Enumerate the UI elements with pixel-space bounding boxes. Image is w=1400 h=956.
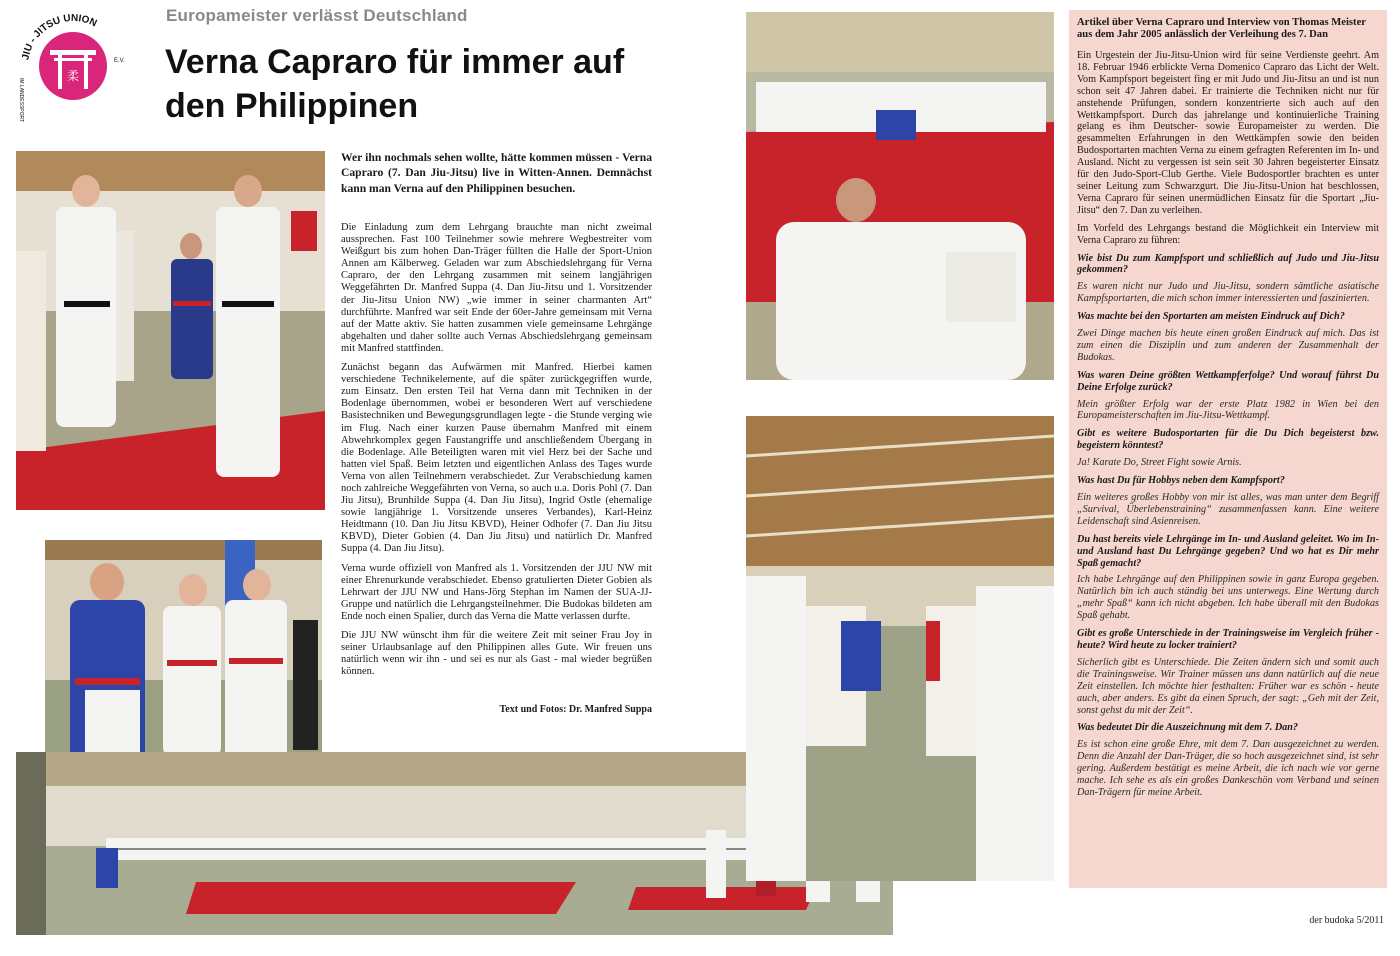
article-paragraph: Zunächst begann das Aufwärmen mit Manfred. Hierbei kamen verschiedene Technikelemente, auf die später zurückgegriffen wurde, zum Einsatz. Den ersten Teil hat Verna dann mit Techniken in der Bodenlage übernommen, wobei er besonderen Wert auf verschiedene Basistechniken und Bewegungsgrundlagen legte - die Stunde verging wie im Flug. Nach einer kurzen Pause übernahm Manfred mit einem Abwehrkomplex gegen Faustangriffe und anschließendem Übergang in die Bodenlage. Alle Beteiligten waren mit viel Herz bei der Sache und hatten viel Spaß. Beim letzten und eigentlichen Anlass des Tages wurde Verna von allen Teilnehmern verabschiedet. Zur Verabschiedung kamen noch zahlreiche Weggefährten von Verna, so auch u.a. Doris Pohl (7. Dan Jiu Jitsu), Brunhilde Suppa (4. Dan Jiu Jitsu), Ingrid Ostle (ehemalige sowie langjährige 1. Vorsitzende unseres Verbandes), Karl-Heinz Heidtmann (10. Dan Jiu Jitsu KBVD), Heiner Odhofer (7. Dan Jiu Jitsu KBVD), Dieter Gobien (4. Dan Jiu Jitsu) und natürlich Dr. Manfred Suppa (4. Dan Jiu Jitsu). [341,362,652,555]
article-headline: Verna Capraro für immer auf den Philippinen [165,43,625,125]
question: Gibt es große Unterschiede in der Trainingsweise im Vergleich früher - heute? Wird heute zu locker trainiert? [1077,628,1379,651]
photo-greeting [16,151,325,510]
interview-intro-text: Ein Urgestein der Jiu-Jitsu-Union wird für seine Verdienste geehrt. Am 18. Februar 1946 erblickte Verna Domenico Capraro das Licht der Welt. Vom Kampfsport begeistert fing er mit Judo und Jiu-Jitsu an und ist nun schon seit 47 Jahren dabei. Er trainierte die Techniken nicht nur für anstehende Prüfungen, sondern konzentrierte sich auch auf den Wettkampfsport. Durch das jahrelange und kontinuierliche Training gelang es ihm Deutscher- sowie Europameister zu werden. Die gesammelten Erfahrungen in den Wettkämpfen sowie den beiden Budosportarten machten Verna zu einem gefragten Referenten im In- und Ausland. Nicht zu vergessen ist sein seit 30 Jahren begeisterter Einsatz für den Judo-Sport-Club Gerthe. Viele Budosportler brachten es unter seiner Leitung zum Schwarzgurt. Die Jiu-Jitsu-Union hat beschlossen, Verna Capraro für seinen unermüdlichen Einsatz für die Sportart „Jiu-Jitsu“ den 7. Dan zu verleihen. [1077,50,1379,216]
svg-text:E.V.: E.V. [114,58,125,64]
article-paragraph: Verna wurde offiziell von Manfred als 1. Vorsitzenden der JJU NW mit einer Ehrenurkunde verabschiedet. Ebenso gratulierten Dieter Gobien als Lehrwart der JJU NW und Hans-Jörg Stephan im Namen der SUA-JJ-Gruppe und natürlich die Lehrgangsteilnehmer. Die Budokas bildeten am Ende noch einen Spalier, durch das Verna die Matte verlassen durfte. [341,562,652,622]
logo-arc-text: JIU - JITSU UNION [20,12,99,61]
question: Was waren Deine größten Wettkampferfolge? Und worauf führst Du Deine Erfolge zurück? [1077,369,1379,393]
page-footer: der budoka 5/2011 [1309,915,1384,926]
answer: Es waren nicht nur Judo und Jiu-Jitsu, sondern sämtliche asiatische Kampfsportarten, die mich schon immer interessierten und faszinierten. [1077,281,1379,305]
interview-heading: Artikel über Verna Capraro und Interview von Thomas Meister aus dem Jahr 2005 anlässlich der Verleihung des 7. Dan [1077,17,1366,40]
svg-text:IM LANDESSPORTBUND: IM LANDESSPORTBUND [18,78,24,122]
interview-lead-in: Im Vorfeld des Lehrgangs bestand die Möglichkeit ein Interview mit Verna Capraro zu führen: [1077,222,1379,246]
photo-groundwork [746,12,1054,380]
jju-logo [14,6,132,122]
answer: Mein größter Erfolg war der erste Platz 1982 in Wien bei den Europameisterschaften im Jiu-Jitsu-Wettkampf. [1077,398,1379,422]
answer: Sicherlich gibt es Unterschiede. Die Zeiten ändern sich und somit auch die Trainingsweise. Wir Trainer müssen uns dann natürlich auf die neue Zeit einstellen. Ich möchte hier festhalten: Früher war es schön - heute auch, aber anders. Es gibt da einen Spruch, der sagt: „Geh mit der Zeit, sonst gehst du mit der Zeit“. [1077,656,1379,716]
question: Du hast bereits viele Lehrgänge im In- und Ausland geleitet. Wo im In- und Ausland hast Du Lehrgänge gegeben? Und wo hat es Dir mehr Spaß gemacht? [1077,533,1379,569]
question: Gibt es weitere Budosportarten für die Du Dich begeisterst bzw. begeistern könntest? [1077,428,1379,452]
article-kicker: Europameister verlässt Deutschland [166,6,468,25]
answer: Ja! Karate Do, Street Fight sowie Arnis. [1077,457,1242,469]
answer: Ich habe Lehrgänge auf den Philippinen sowie in ganz Europa gegeben. Natürlich bin ich auch ständig bei uns unterwegs. Eine Wertung durch „mehr Spaß“ kann ich nicht abgeben. Ich habe überall mit den Budokas Spaß gehabt. [1077,574,1379,622]
interview-box [1069,10,1387,888]
question: Was bedeutet Dir die Auszeichnung mit dem 7. Dan? [1077,722,1299,734]
question: Was hast Du für Hobbys neben dem Kampfsport? [1077,475,1285,487]
article-lead: Wer ihn nochmals sehen wollte, hätte kommen müssen - Verna Capraro (7. Dan Jiu-Jitsu) live in Witten-Annen. Demnächst kann man Verna auf den Philippinen besuchen. [341,151,652,195]
photo-credit: Text und Fotos: Dr. Manfred Suppa [499,704,652,715]
photo-spalier [746,416,1054,881]
qa-list [1077,253,1379,799]
article-body [341,222,652,685]
article-paragraph: Die Einladung zum dem Lehrgang brauchte man nicht zweimal aussprechen. Fast 100 Teilnehmer sowie mehrere Wegbestreiter vom Weißgurt bis zum hohen Dan-Träger füllten die Halle der Sport-Union Annen am Kälberweg. Geladen war zum Abschiedslehrgang für Verna Capraro, der den Lehrgang zusammen mit seinem langjährigen Weggefährten Dr. Manfred Suppa (4. Dan Jiu-Jitsu und 1. Vorsitzender der Jiu-Jitsu Union NW) „wie immer in seiner charmanten Art“ durchführte. Manfred war seit Ende der 60er-Jahre gemeinsam mit Verna auf der Matte aktiv. Sie hatten zusammen viele gemeinsame Lehrgänge abgehalten und daher sollte auch Vernas Abschiedslehrgang gemeinsam mit Manfred stattfinden. [341,222,652,354]
article-paragraph: Die JJU NW wünscht ihm für die weitere Zeit mit seiner Frau Joy in seiner Urlaubsanlage auf den Philippinen alles Gute. Wir freuen uns natürlich wenn wir ihn - und sei es nur als Gast - mal wieder begrüßen können. [341,630,652,678]
svg-text:柔: 柔 [66,69,80,83]
question: Was machte bei den Sportarten am meisten Eindruck auf Dich? [1077,311,1345,323]
question: Wie bist Du zum Kampfsport und schließlich auf Judo und Jiu-Jitsu gekommen? [1077,252,1379,276]
answer: Es ist schon eine große Ehre, mit dem 7. Dan ausgezeichnet zu werden. Denn die Anzahl der Dan-Träger, die so hoch ausgezeichnet sind, ist sehr gering. Außerdem bestätigt es meine Arbeit, die ich nach wie vor gerne mache. Ich sehe es als ein großes Dankeschön vom Verband und seinen Dan-Trägern für meine Arbeit. [1077,739,1379,798]
answer: Ein weiteres großes Hobby von mir ist alles, was man unter dem Begriff „Survival, Überlebenstraining“ zusammenfassen kann. Eine weitere Leidenschaft sind Asienreisen. [1077,492,1379,527]
answer: Zwei Dinge machen bis heute einen großen Eindruck auf mich. Das ist zum einen die Disziplin und zum anderen der Zusammenhalt der Budokas. [1077,328,1379,363]
